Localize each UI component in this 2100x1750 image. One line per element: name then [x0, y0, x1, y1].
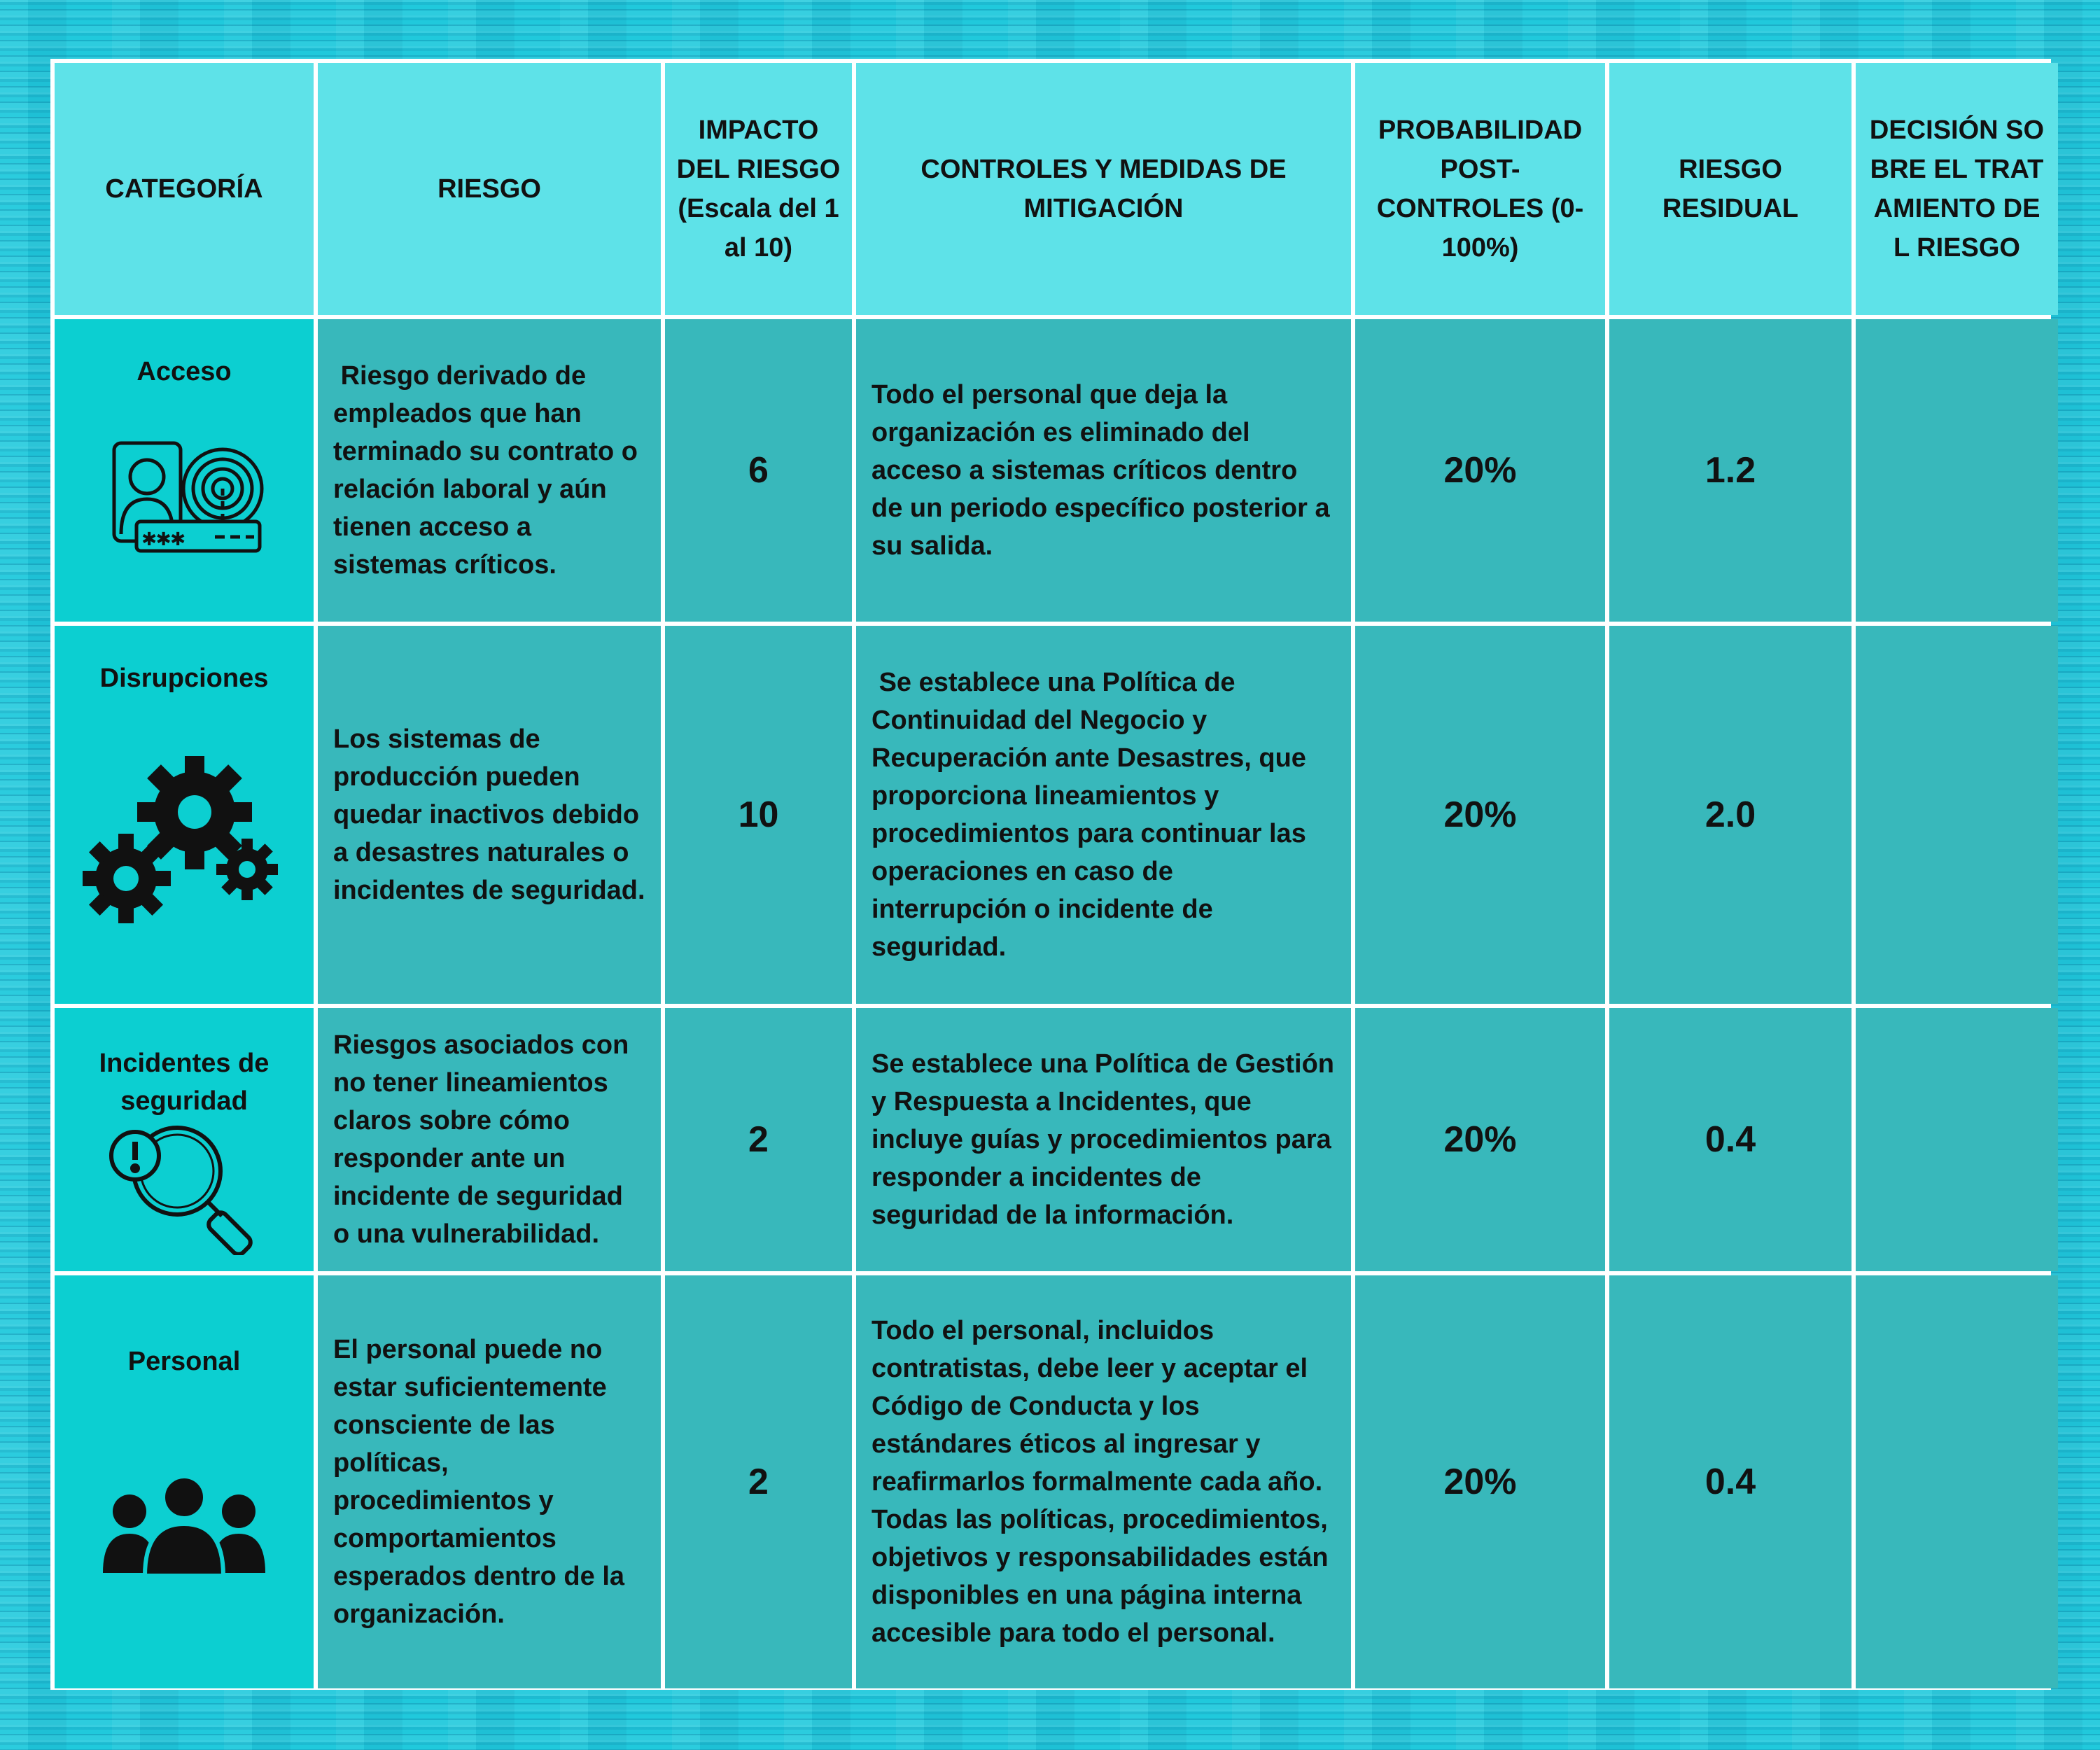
header-impacto-label: IMPACTO DEL RIESGO (Escala del 1 al 10) — [676, 115, 841, 262]
controles-cell — [856, 1008, 1351, 1271]
header-categoria-label: CATEGORÍA — [105, 174, 263, 204]
probabilidad-value: 20% — [1443, 1462, 1517, 1502]
residual-value: 1.2 — [1704, 450, 1756, 491]
impacto-value: 6 — [748, 450, 769, 491]
category-label: Personal — [127, 1347, 241, 1376]
riesgo-cell — [318, 1275, 661, 1688]
impacto-cell — [665, 626, 852, 1004]
residual-cell — [1609, 626, 1851, 1004]
controles-text: Todo el personal, incluidos contratistas, debe leer y aceptar el Código de Conducta y los estándares éticos al ingresar y reafirmarlos formalmente cada año. Todas las políticas, procedimientos, objetivos y responsabilidades están disponibles en una página interna accesible para todo el personal. — [872, 1316, 1336, 1648]
residual-value: 2.0 — [1704, 794, 1756, 835]
header-controles — [856, 63, 1351, 315]
riesgo-text: El personal puede no estar suficientemente consciente de las políticas, procedimientos y comportamientos esperados dentro de la organización. — [333, 1335, 632, 1629]
controles-cell — [856, 319, 1351, 622]
impacto-cell — [665, 1275, 852, 1688]
header-decision — [1856, 63, 2058, 315]
riesgo-text: Riesgo derivado de empleados que han terminado su contrato o relación laboral y aún tienen acceso a sistemas críticos. — [333, 361, 645, 580]
header-riesgo-label: RIESGO — [438, 174, 541, 204]
header-riesgo — [318, 63, 661, 315]
magnifier-alert-icon — [93, 1122, 275, 1255]
residual-value: 0.4 — [1704, 1462, 1756, 1502]
probabilidad-cell — [1355, 626, 1605, 1004]
category-cell — [55, 1008, 314, 1271]
category-cell — [55, 626, 314, 1004]
impacto-value: 2 — [748, 1462, 769, 1502]
residual-cell — [1609, 1275, 1851, 1688]
header-impacto — [665, 63, 852, 315]
decision-cell — [1856, 1008, 2058, 1271]
riesgo-text: Riesgos asociados con no tener lineamientos claros sobre cómo responder ante un incidente de seguridad o una vulnerabilidad. — [333, 1030, 636, 1249]
category-label: Acceso — [136, 357, 232, 386]
svg-text:✱✱✱: ✱✱✱ — [142, 524, 186, 552]
probabilidad-value: 20% — [1443, 450, 1517, 491]
controles-cell — [856, 1275, 1351, 1688]
impacto-cell — [665, 319, 852, 622]
category-cell — [55, 319, 314, 622]
decision-cell — [1856, 1275, 2058, 1688]
controles-text: Todo el personal que deja la organización es eliminado del acceso a sistemas críticos dentro de un periodo específico posterior a su salida. — [872, 380, 1338, 561]
access-credentials-icon — [100, 429, 268, 569]
people-group-icon — [100, 1475, 268, 1580]
riesgo-cell — [318, 319, 661, 622]
header-residual-label: RIESGO RESIDUAL — [1662, 155, 1799, 223]
decision-cell — [1856, 319, 2058, 622]
riesgo-cell — [318, 626, 661, 1004]
header-probabilidad — [1355, 63, 1605, 315]
header-residual — [1609, 63, 1851, 315]
probabilidad-value: 20% — [1443, 1119, 1517, 1160]
impacto-value: 10 — [738, 794, 779, 835]
probabilidad-value: 20% — [1443, 794, 1517, 835]
probabilidad-cell — [1355, 319, 1605, 622]
header-categoria — [55, 63, 314, 315]
impacto-value: 2 — [748, 1119, 769, 1160]
controles-text: Se establece una Política de Continuidad del Negocio y Recuperación ante Desastres, que proporciona lineamientos y procedimientos para continuar las operaciones en caso de interrupción o incidente de seguridad. — [872, 668, 1314, 962]
impacto-cell — [665, 1008, 852, 1271]
residual-cell — [1609, 319, 1851, 622]
riesgo-text: Los sistemas de producción pueden quedar inactivos debido a desastres naturales o incidentes de seguridad. — [333, 724, 647, 905]
residual-value: 0.4 — [1704, 1119, 1756, 1160]
controles-cell — [856, 626, 1351, 1004]
category-label: Incidentes de seguridad — [99, 1049, 270, 1116]
category-cell — [55, 1275, 314, 1688]
header-probabilidad-label: PROBABILIDAD POST-CONTROLES (0-100%) — [1376, 115, 1584, 262]
risk-matrix-table — [50, 59, 2051, 1690]
category-label: Disrupciones — [99, 664, 269, 693]
gears-icon — [83, 756, 286, 931]
header-decision-label: DECISIÓN SOBRE EL TRATAMIENTO DEL RIESGO — [1869, 115, 2045, 262]
residual-cell — [1609, 1008, 1851, 1271]
controles-text: Se establece una Política de Gestión y Respuesta a Incidentes, que incluye guías y procedimientos para responder a incidentes de seguridad de la información. — [872, 1049, 1342, 1230]
probabilidad-cell — [1355, 1275, 1605, 1688]
riesgo-cell — [318, 1008, 661, 1271]
probabilidad-cell — [1355, 1008, 1605, 1271]
header-controles-label: CONTROLES Y MEDIDAS DE MITIGACIÓN — [920, 155, 1287, 223]
decision-cell — [1856, 626, 2058, 1004]
